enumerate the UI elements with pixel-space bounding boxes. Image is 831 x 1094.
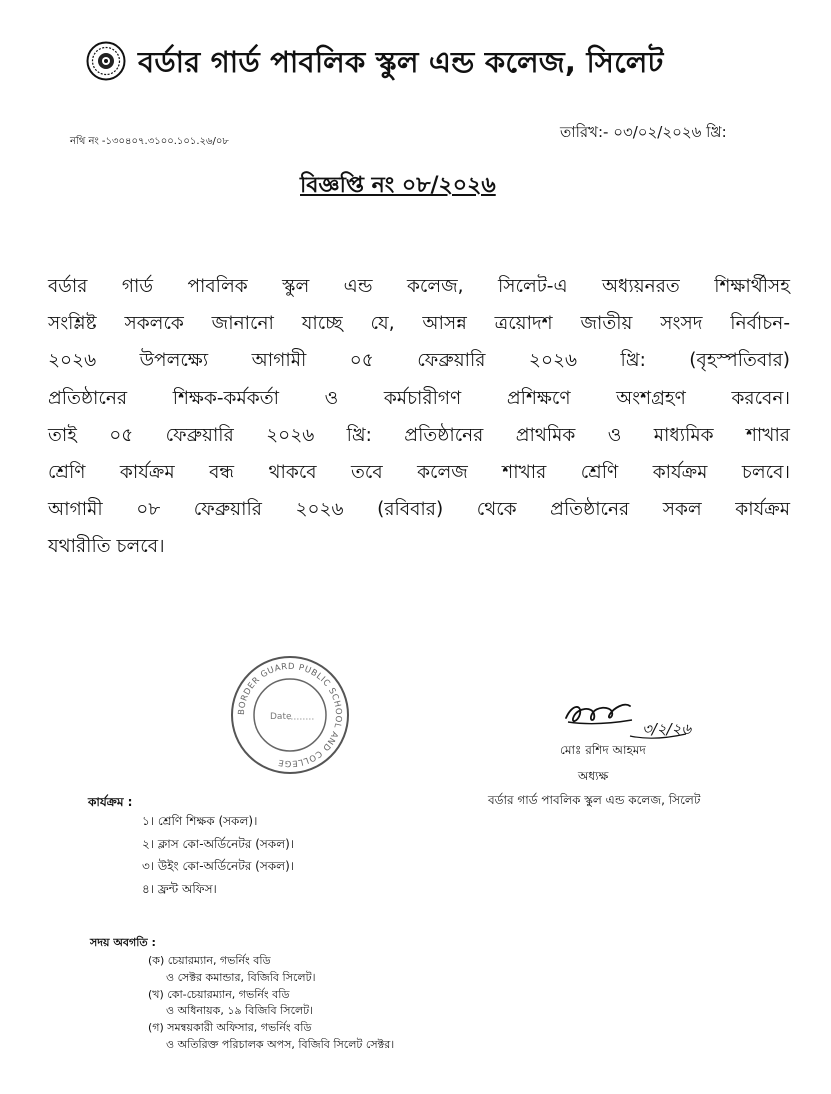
list-item: ১। শ্রেণি শিক্ষক (সকল)। [142, 814, 258, 828]
action-list [142, 810, 294, 900]
notice-body-line: ২০২৬ উপলক্ষ্যে আগামী ০৫ ফেব্রুয়ারি ২০২৬ খ্রি: (বৃহস্পতিবার) [48, 350, 790, 372]
signatory-name: মোঃ রশিদ আহমদ [560, 743, 646, 757]
notice-body-line: তাই ০৫ ফেব্রুয়ারি ২০২৬ খ্রি: প্রতিষ্ঠানের প্রাথমিক ও মাধ্যমিক শাখার [48, 424, 790, 446]
svg-text:Date: Date [270, 712, 292, 722]
notice-title: বিজ্ঞপ্তি নং ০৮/২০২৬ [300, 173, 496, 198]
action-label: কার্যক্রম : [88, 795, 133, 809]
svg-text:৩/২/২৬: ৩/২/২৬ [642, 720, 692, 738]
list-item: (ক) চেয়ারম্যান, গভর্নিং বডি [148, 954, 271, 967]
notice-body-line: শ্রেণি কার্যক্রম বন্ধ থাকবে তবে কলেজ শাখার শ্রেণি কার্যক্রম চলবে। [48, 462, 790, 484]
svg-text:BORDER GUARD PUBLIC SCHOOL AND: BORDER GUARD PUBLIC SCHOOL AND COLLEGE [236, 661, 344, 769]
signatory-role: অধ্যক্ষ [578, 769, 609, 783]
list-item: (খ) কো-চেয়ারম্যান, গভর্নিং বডি [148, 987, 290, 1001]
college-seal-stamp [228, 653, 352, 777]
notice-body-line: সংশ্লিষ্ট সকলকে জানানো যাচ্ছে যে, আসন্ন ত্রয়োদশ জাতীয় সংসদ নির্বাচন- [48, 313, 790, 335]
notice-body-line: প্রতিষ্ঠানের শিক্ষক-কর্মকর্তা ও কর্মচারীগণ প্রশিক্ষণে অংশগ্রহণ করবেন। [48, 387, 790, 409]
list-item: ২। ক্লাস কো-অর্ডিনেটর (সকল)। [142, 836, 295, 851]
info-label: সদয় অবগতি : [90, 936, 156, 949]
institution-logo-icon [86, 41, 126, 81]
list-item: ৩। উইং কো-অর্ডিনেটর (সকল)। [142, 859, 295, 873]
notice-body-line: যথারীতি চলবে। [48, 536, 165, 558]
signatory-institution: বর্ডার গার্ড পাবলিক স্কুল এন্ড কলেজ, সিলেট [488, 793, 701, 807]
principal-signature [558, 692, 718, 742]
notice-date: তারিখ:- ০৩/০২/২০২৬ খ্রি: [560, 123, 727, 141]
list-item: (গ) সমন্বয়কারী অফিসার, গভর্নিং বডি [148, 1021, 312, 1035]
info-list [130, 953, 394, 1054]
notice-body-line: বর্ডার গার্ড পাবলিক স্কুল এন্ড কলেজ, সিলেট-এ অধ্যয়নরত শিক্ষার্থীসহ [48, 276, 790, 297]
list-item: ও অতিরিক্ত পরিচালক অপস, বিজিবি সিলেট সেক্টর। [166, 1037, 395, 1051]
institution-title: বর্ডার গার্ড পাবলিক স্কুল এন্ড কলেজ, সিলেট [138, 45, 664, 79]
reference-number: নথি নং -১৩০৪০৭.৩১০০.১০১.২৬/০৮ [70, 136, 229, 147]
list-item: ও অধিনায়ক, ১৯ বিজিবি সিলেট। [166, 1004, 314, 1018]
notice-body-line: আগামী ০৮ ফেব্রুয়ারি ২০২৬ (রবিবার) থেকে প্রতিষ্ঠানের সকল কার্যক্রম [48, 499, 790, 521]
list-item: ৪। ফ্রন্ট অফিস। [142, 881, 217, 896]
notice-body [48, 268, 790, 566]
list-item: ও সেক্টর কমান্ডার, বিজিবি সিলেট। [166, 970, 316, 984]
